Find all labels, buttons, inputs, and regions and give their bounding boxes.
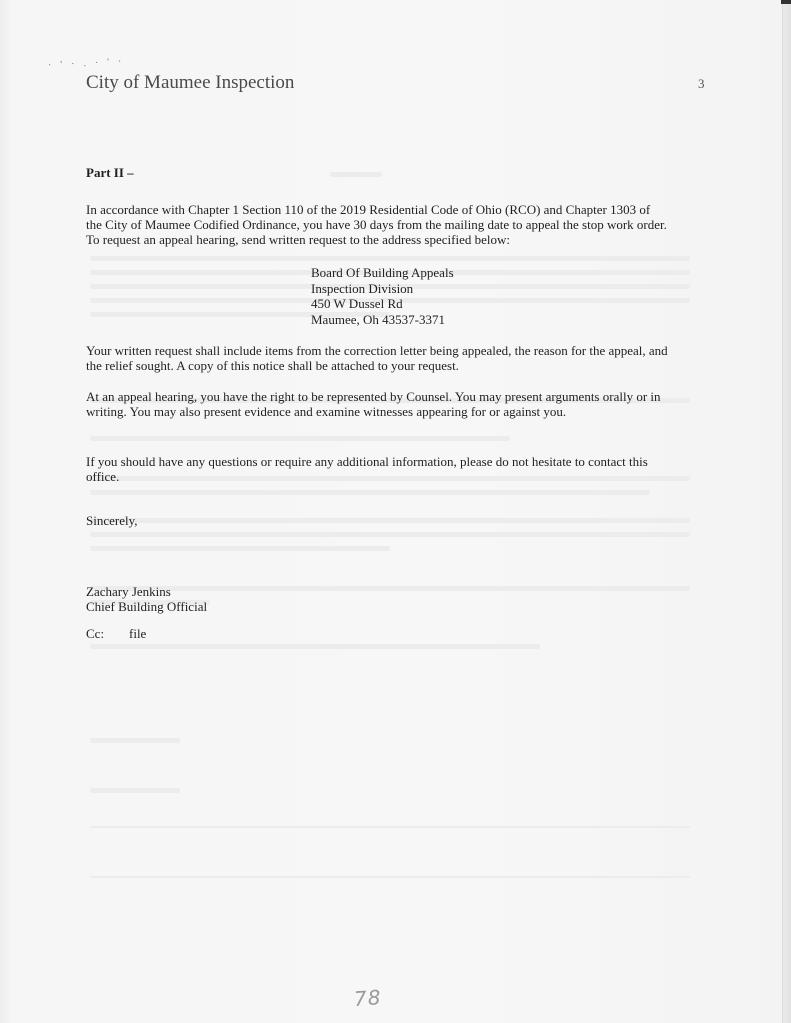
paragraph-line: At an appeal hearing, you have the right to be represented by Counsel. You may present arguments orally or in — [86, 389, 661, 404]
address-line: 450 W Dussel Rd — [311, 296, 403, 311]
closing-salutation: Sincerely, — [86, 513, 138, 528]
paragraph-line: the City of Maumee Codified Ordinance, you have 30 days from the mailing date to appeal the stop work order. — [86, 217, 667, 232]
address-line: Inspection Division — [311, 280, 414, 296]
scan-corner-mark — [781, 0, 791, 4]
scan-specks: ·'·.·'· — [47, 55, 131, 72]
paragraph-line: office. — [86, 469, 120, 484]
cc-label: Cc: — [86, 626, 105, 641]
paragraph-line: writing. You may also present evidence and examine witnesses appearing for or against you. — [86, 404, 567, 419]
paragraph-line: the relief sought. A copy of this notice shall be attached to your request. — [86, 358, 459, 373]
section-heading: Part II – — [86, 165, 134, 180]
paragraph-line: In accordance with Chapter 1 Section 110 of the 2019 Residential Code of Ohio (RCO) and Chapter 1303 of — [86, 202, 651, 217]
signer-title: Chief Building Official — [86, 599, 208, 614]
mailing-address — [311, 265, 454, 327]
paragraph-line: To request an appeal hearing, send written request to the address specified below: — [86, 232, 510, 247]
handwritten-page-note: 78 — [353, 985, 383, 1011]
address-line: Board Of Building Appeals — [311, 265, 454, 280]
page-number: 3 — [698, 76, 705, 91]
address-line: Maumee, Oh 43537-3371 — [311, 311, 445, 327]
scan-edge — [782, 0, 791, 1023]
cc-line — [86, 626, 146, 642]
paragraph-line: If you should have any questions or require any additional information, please do not hesitate to contact this — [86, 454, 648, 469]
paragraph-line: Your written request shall include items from the correction letter being appealed, the reason for the appeal, and — [86, 343, 668, 358]
cc-value: file — [129, 626, 147, 641]
document-header-title: City of Maumee Inspection — [86, 72, 295, 93]
signer-name: Zachary Jenkins — [86, 584, 171, 599]
